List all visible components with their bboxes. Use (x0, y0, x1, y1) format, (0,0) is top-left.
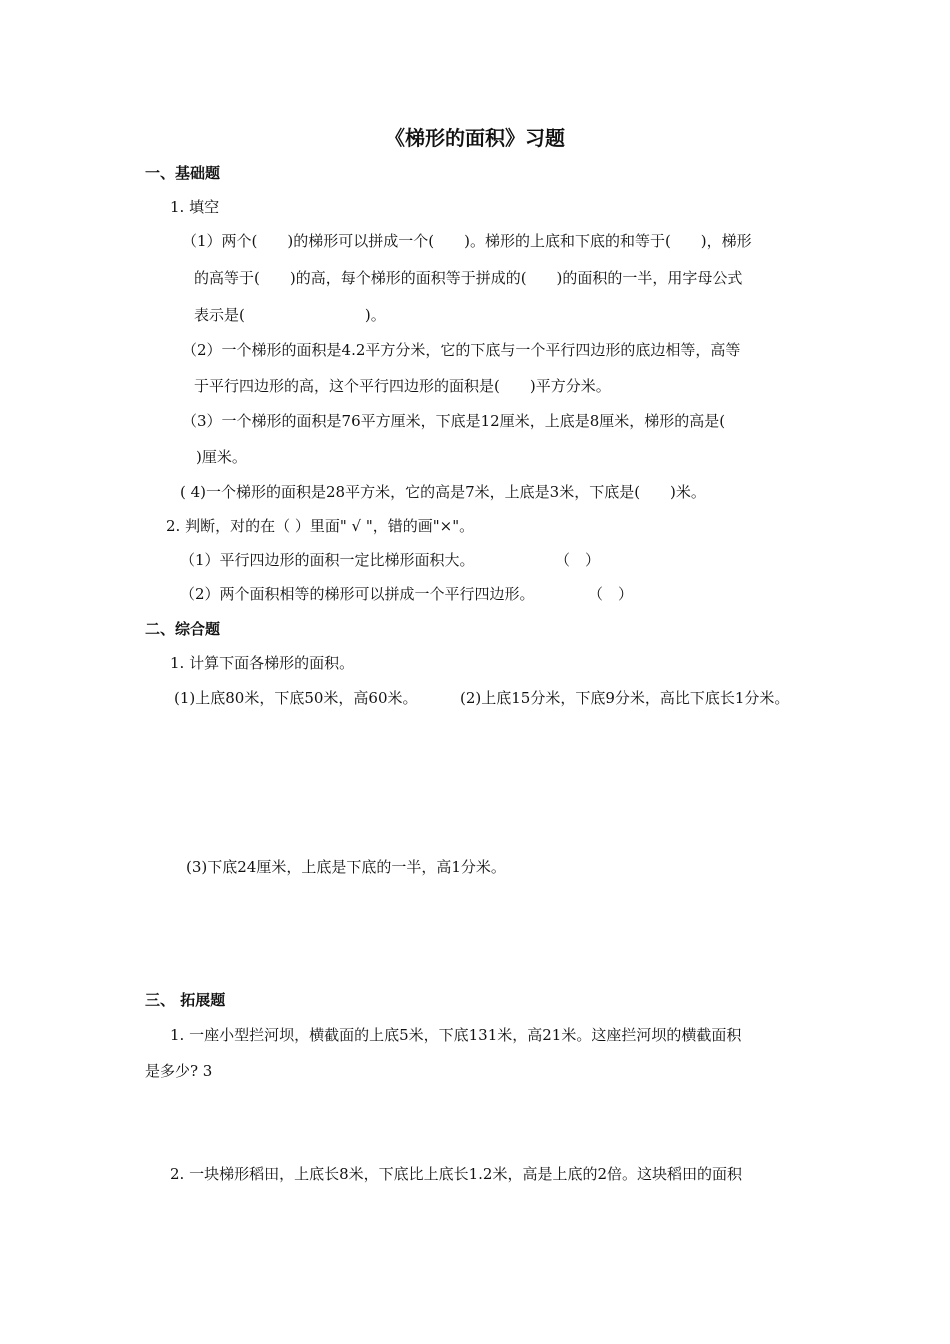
section2-q1-1: (1)上底80米，下底50米，高60米。 (174, 689, 418, 707)
section3-q1-line2: 是多少? 3 (145, 1062, 213, 1080)
section1-heading: 一、基础题 (145, 164, 221, 182)
section1-q2-1-answer-paren: （ ） (555, 551, 601, 569)
section2-q1-3: (3)下底24厘米，上底是下底的一半，高1分米。 (186, 858, 506, 876)
section1-q1-1-line2: 的高等于( )的高，每个梯形的面积等于拼成的( )的面积的一半，用字母公式 (194, 269, 743, 287)
section1-q2-1: （1）平行四边形的面积一定比梯形面积大。 (180, 551, 475, 569)
section3-heading: 三、 拓展题 (145, 991, 226, 1009)
section1-q2-2: （2）两个面积相等的梯形可以拼成一个平行四边形。 (180, 585, 535, 603)
section1-q1-1-line1: （1）两个( )的梯形可以拼成一个( )。梯形的上底和下底的和等于( )，梯形 (182, 232, 752, 250)
section1-q2-2-answer-paren: （ ） (588, 585, 634, 603)
section2-q1-label: 1. 计算下面各梯形的面积。 (170, 654, 355, 672)
section1-q2-label: 2. 判断，对的在（ ）里面" √ "，错的画"×"。 (166, 517, 475, 535)
section3-q1-line1: 1. 一座小型拦河坝，横截面的上底5米，下底131米，高21米。这座拦河坝的横截面积 (170, 1026, 742, 1044)
section2-q1-2: (2)上底15分米，下底9分米，高比下底长1分米。 (460, 689, 790, 707)
section1-q1-1-line3: 表示是( )。 (194, 306, 386, 324)
section1-q1-2-line1: （2）一个梯形的面积是4.2平方分米，它的下底与一个平行四边形的底边相等，高等 (182, 341, 741, 359)
section1-q1-label: 1. 填空 (170, 198, 220, 216)
section1-q1-3-line2: )厘米。 (196, 448, 247, 466)
document-title: 《梯形的面积》习题 (385, 126, 565, 150)
section3-q2-line1: 2. 一块梯形稻田，上底长8米，下底比上底长1.2米，高是上底的2倍。这块稻田的面积 (170, 1165, 743, 1183)
section1-q1-3-line1: （3）一个梯形的面积是76平方厘米，下底是12厘米，上底是8厘米，梯形的高是( (182, 412, 726, 430)
section1-q1-2-line2: 于平行四边形的高，这个平行四边形的面积是( )平方分米。 (194, 377, 611, 395)
section2-heading: 二、综合题 (145, 620, 221, 638)
section1-q1-4: ( 4)一个梯形的面积是28平方米，它的高是7米，上底是3米，下底是( )米。 (180, 483, 706, 501)
